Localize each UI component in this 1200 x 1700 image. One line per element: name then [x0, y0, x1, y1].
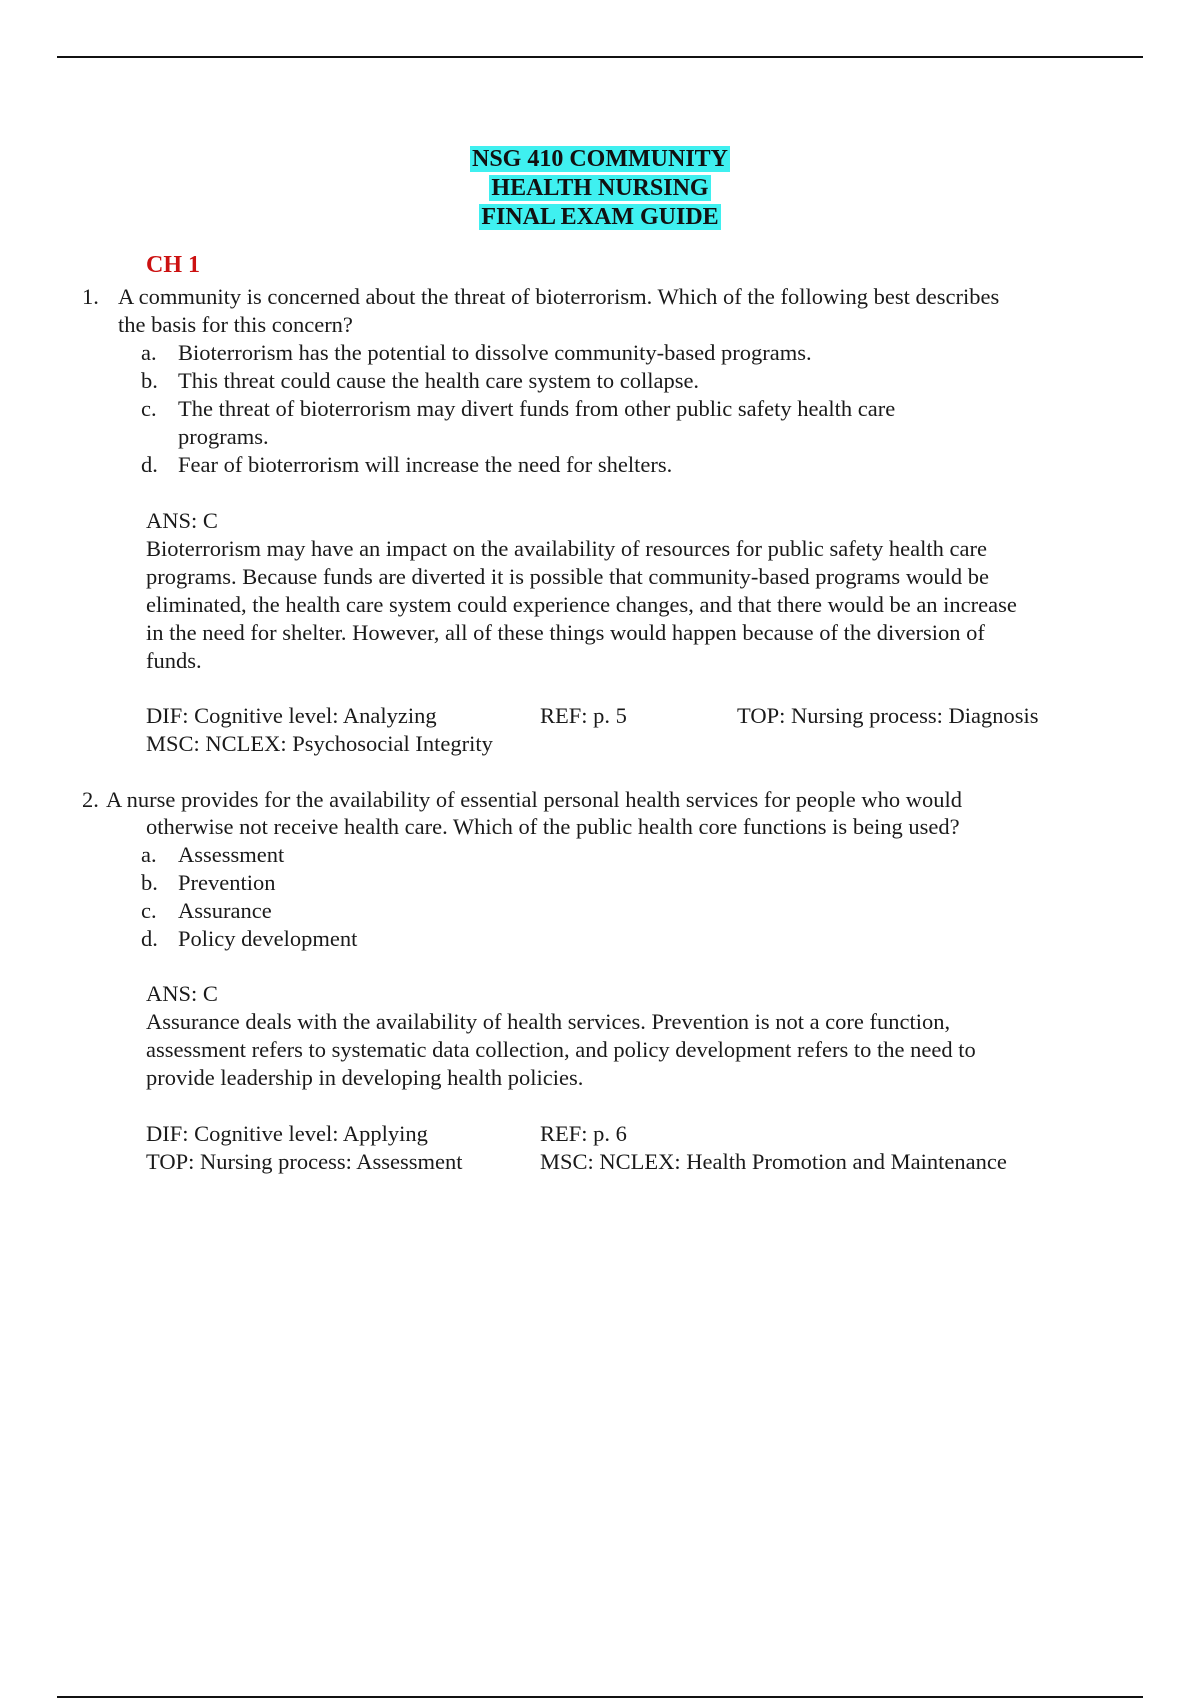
question-2-rationale-line-3: provide leadership in developing health policies.: [146, 1065, 584, 1090]
question-1-option-c-letter: c.: [141, 396, 157, 421]
question-2-number: 2.: [82, 787, 99, 812]
question-1-option-a-letter: a.: [141, 340, 157, 365]
question-2-option-b-letter: b.: [141, 870, 158, 895]
question-2-stem-line-2: otherwise not receive health care. Which of the public health core functions is being used?: [146, 814, 960, 839]
question-1-option-d-letter: d.: [141, 452, 158, 477]
question-2-option-c-letter: c.: [141, 898, 157, 923]
question-1-option-c-text-line-2: programs.: [178, 424, 269, 449]
title-line-1: NSG 410 COMMUNITY: [472, 146, 728, 172]
question-1-option-d-text: Fear of bioterrorism will increase the need for shelters.: [178, 452, 673, 477]
question-2-rationale-line-1: Assurance deals with the availability of health services. Prevention is not a core function,: [146, 1009, 951, 1034]
question-2-rationale-line-2: assessment refers to systematic data collection, and policy development refers to the need to: [146, 1037, 976, 1062]
chapter-heading: CH 1: [146, 252, 200, 278]
title-line-2: HEALTH NURSING: [491, 175, 709, 201]
question-1-stem-line-1: A community is concerned about the threat of bioterrorism. Which of the following best describes: [118, 284, 1000, 309]
question-1-option-b-text: This threat could cause the health care system to collapse.: [178, 368, 700, 393]
question-1-rationale-line-5: funds.: [146, 648, 202, 673]
question-2-top: TOP: Nursing process: Assessment: [146, 1149, 463, 1174]
question-2-option-a-letter: a.: [141, 842, 157, 867]
question-1-answer: ANS: C: [146, 508, 218, 533]
question-1-msc: MSC: NCLEX: Psychosocial Integrity: [146, 731, 493, 756]
question-2-option-d-text: Policy development: [178, 926, 358, 951]
question-1-ref: REF: p. 5: [540, 703, 627, 728]
document-title: [0, 145, 1200, 232]
question-1-option-b-letter: b.: [141, 368, 158, 393]
question-2-msc: MSC: NCLEX: Health Promotion and Maintenance: [540, 1149, 1007, 1174]
question-1-stem-line-2: the basis for this concern?: [118, 312, 353, 337]
question-1-top: TOP: Nursing process: Diagnosis: [737, 703, 1039, 728]
bottom-rule: [57, 1696, 1143, 1698]
question-2-option-d-letter: d.: [141, 926, 158, 951]
question-2-ref: REF: p. 6: [540, 1121, 627, 1146]
question-1-option-a-text: Bioterrorism has the potential to dissolve community-based programs.: [178, 340, 812, 365]
question-2-option-b-text: Prevention: [178, 870, 276, 895]
question-2-dif: DIF: Cognitive level: Applying: [146, 1121, 428, 1146]
top-rule: [57, 56, 1143, 58]
question-1-option-c-text-line-1: The threat of bioterrorism may divert funds from other public safety health care: [178, 396, 896, 421]
question-2-option-c-text: Assurance: [178, 898, 272, 923]
question-1-rationale-line-2: programs. Because funds are diverted it is possible that community-based programs would be: [146, 564, 989, 589]
question-1-rationale-line-3: eliminated, the health care system could experience changes, and that there would be an increase: [146, 592, 1017, 617]
question-1-dif: DIF: Cognitive level: Analyzing: [146, 703, 437, 728]
question-2-stem-line-1: A nurse provides for the availability of essential personal health services for people who would: [106, 787, 963, 812]
question-2-option-a-text: Assessment: [178, 842, 285, 867]
question-1-rationale-line-4: in the need for shelter. However, all of these things would happen because of the diversion of: [146, 620, 985, 645]
question-2-answer: ANS: C: [146, 981, 218, 1006]
question-1-number: 1.: [82, 284, 99, 309]
title-line-3: FINAL EXAM GUIDE: [481, 204, 719, 230]
question-1-rationale-line-1: Bioterrorism may have an impact on the availability of resources for public safety health care: [146, 536, 987, 561]
